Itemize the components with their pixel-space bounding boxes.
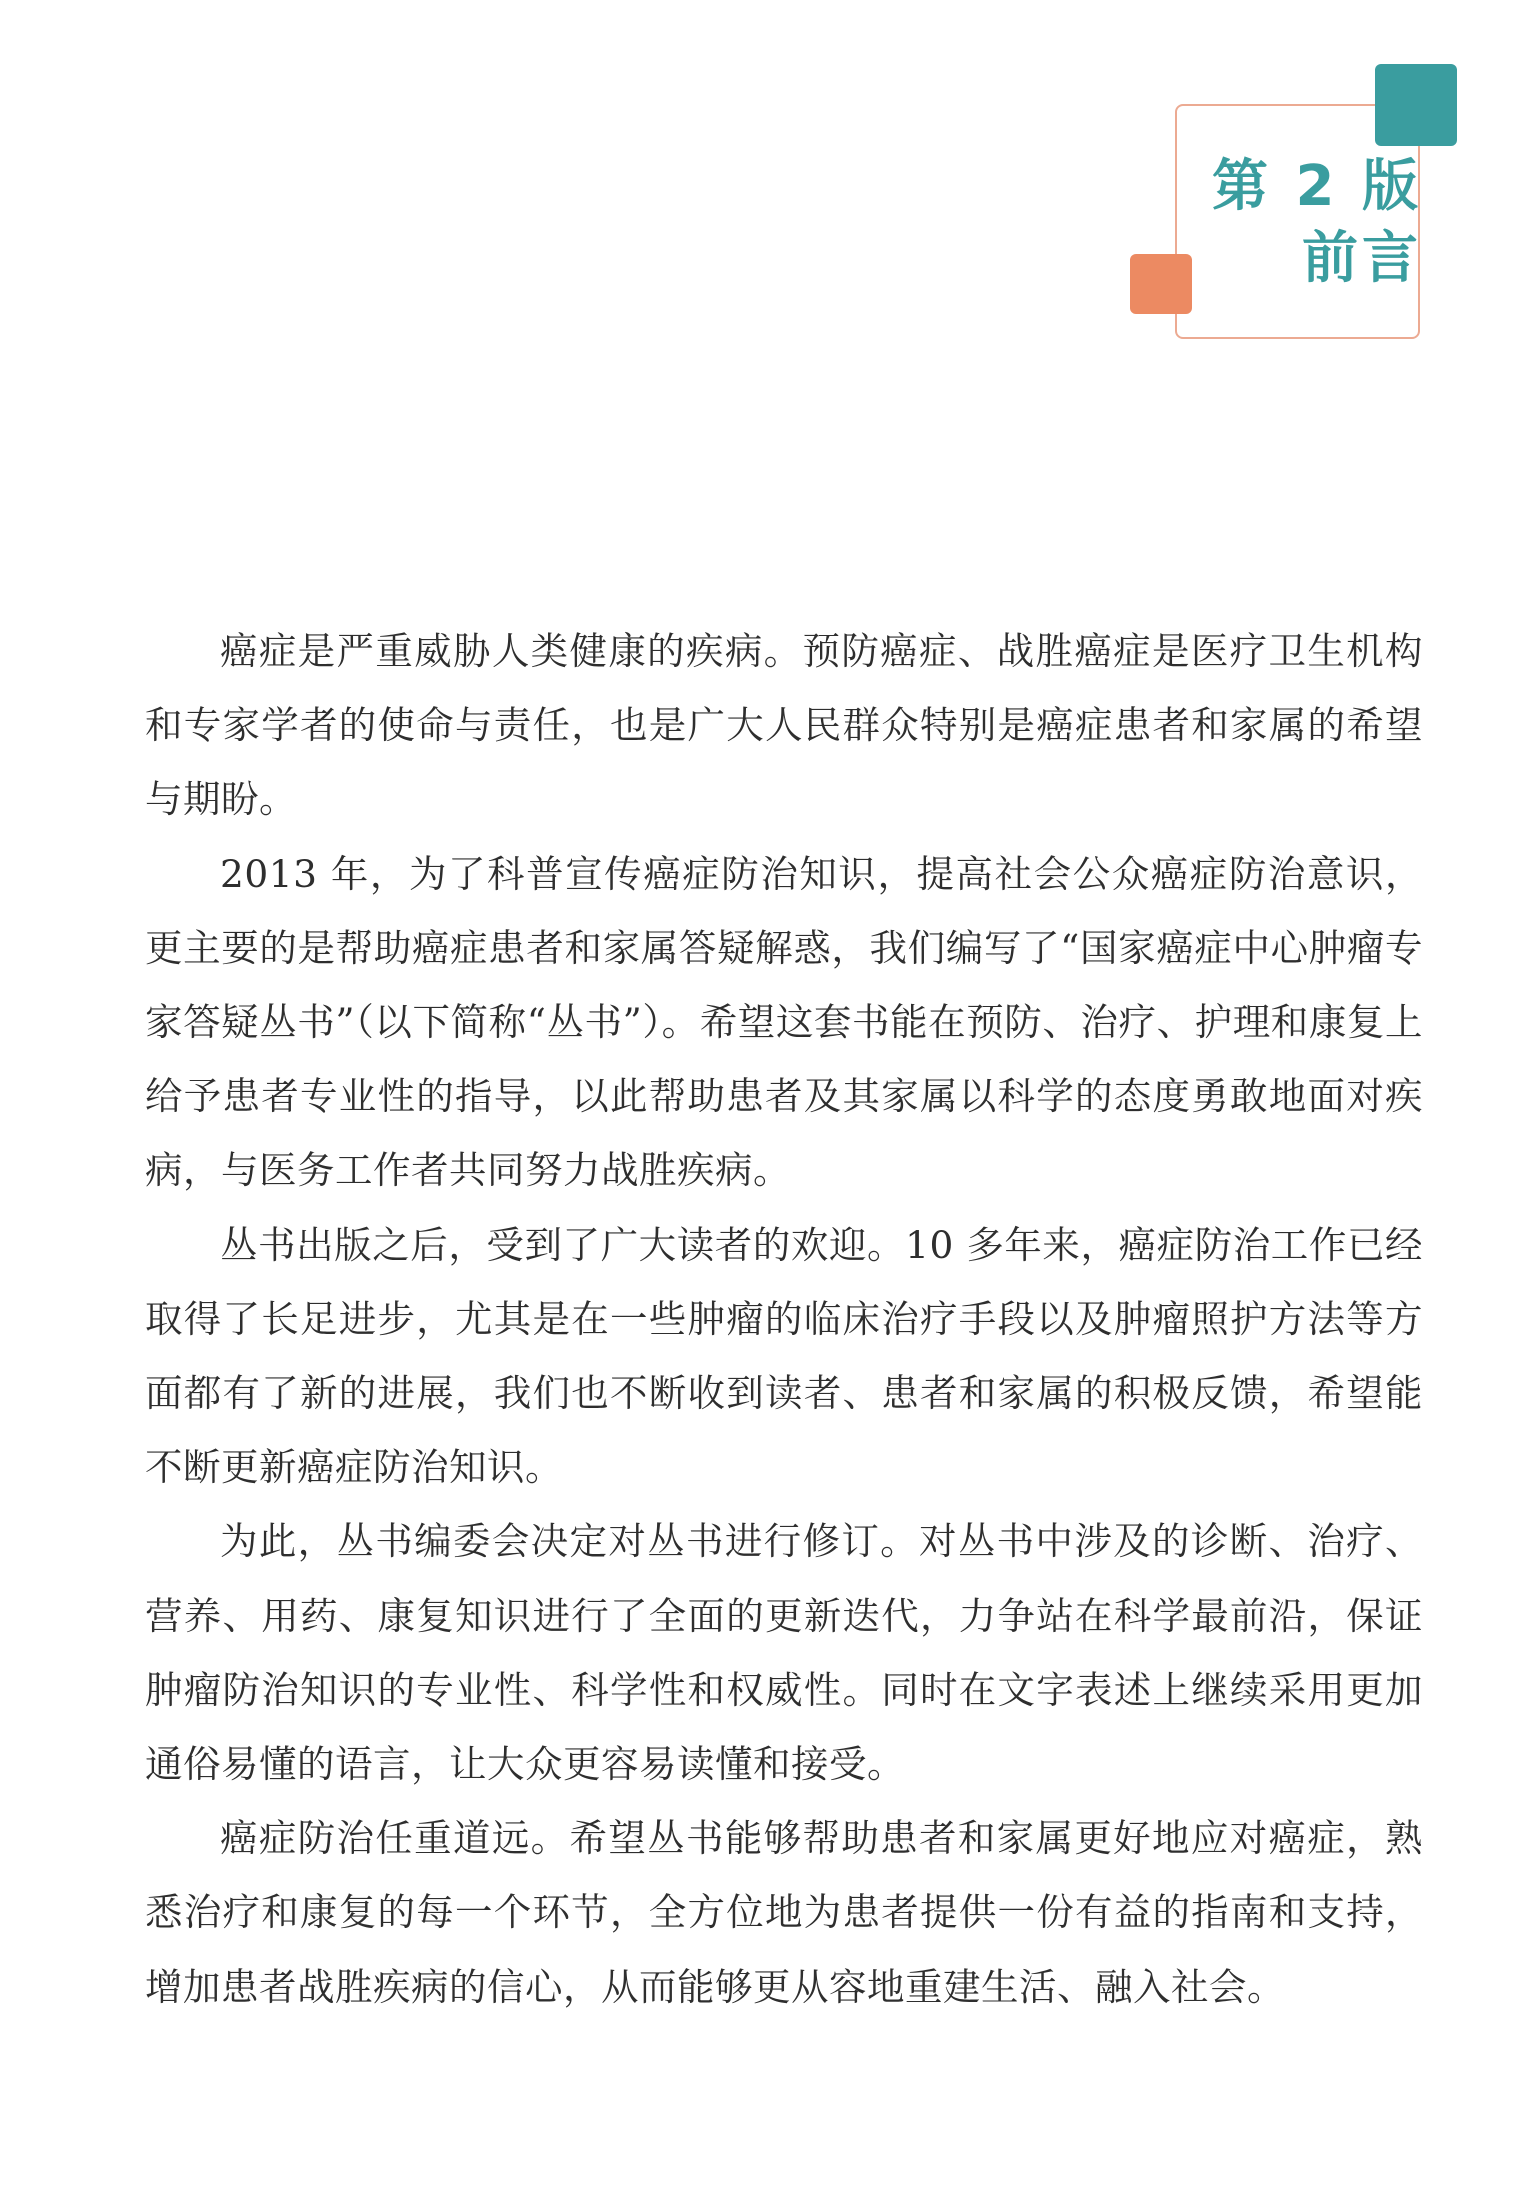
orange-square-decoration xyxy=(1130,254,1192,314)
preface-title: 前言 xyxy=(1302,226,1422,291)
preface-body xyxy=(145,614,1423,2024)
edition-label: 第 2 版 xyxy=(1212,154,1422,219)
section-heading-block xyxy=(1130,64,1460,352)
paragraph-5: 癌症防治任重道远。希望丛书能够帮助患者和家属更好地应对癌症，熟悉治疗和康复的每一个环节，全方位地为患者提供一份有益的指南和支持，增加患者战胜疾病的信心，从而能够更从容地重建生活、融入社会。 xyxy=(145,1816,1423,2009)
paragraph-4: 为此，丛书编委会决定对丛书进行修订。对丛书中涉及的诊断、治疗、营养、用药、康复知识进行了全面的更新迭代，力争站在科学最前沿，保证肿瘤防治知识的专业性、科学性和权威性。同时在文字表述上继续采用更加通俗易懂的语言，让大众更容易读懂和接受。 xyxy=(145,1519,1423,1787)
paragraph-2: 2013 年，为了科普宣传癌症防治知识，提高社会公众癌症防治意识，更主要的是帮助癌症患者和家属答疑解惑，我们编写了“国家癌症中心肿瘤专家答疑丛书”（以下简称“丛书”）。希望这套书能在预防、治疗、护理和康复上给予患者专业性的指导，以此帮助患者及其家属以科学的态度勇敢地面对疾病，与医务工作者共同努力战胜疾病。 xyxy=(145,851,1423,1193)
teal-square-decoration xyxy=(1375,64,1457,146)
paragraph-1: 癌症是严重威胁人类健康的疾病。预防癌症、战胜癌症是医疗卫生机构和专家学者的使命与责任，也是广大人民群众特别是癌症患者和家属的希望与期盼。 xyxy=(145,629,1423,822)
paragraph-3: 丛书出版之后，受到了广大读者的欢迎。10 多年来，癌症防治工作已经取得了长足进步，尤其是在一些肿瘤的临床治疗手段以及肿瘤照护方法等方面都有了新的进展，我们也不断收到读者、患者和家属的积极反馈，希望能不断更新癌症防治知识。 xyxy=(145,1222,1423,1490)
